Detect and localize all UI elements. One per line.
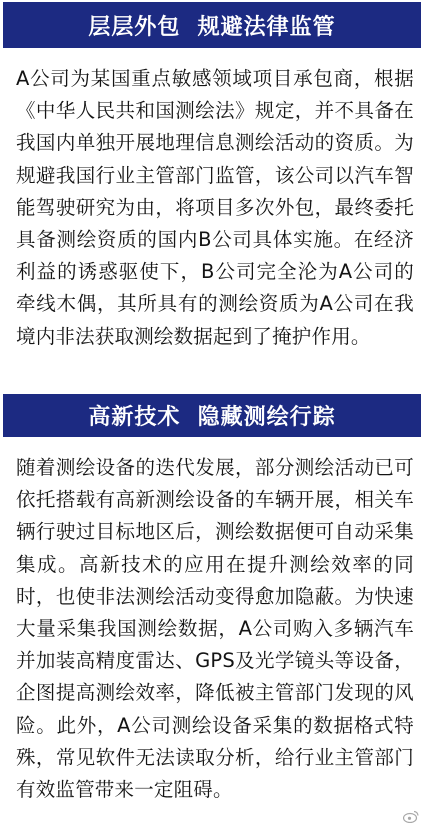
weibo-icon xyxy=(403,810,419,823)
section-1-header xyxy=(3,2,421,48)
watermark xyxy=(403,810,419,823)
section-2-header xyxy=(3,394,421,437)
section-1-paragraph: A公司为某国重点敏感领域项目承包商，根据《中华人民共和国测绘法》规定，并不具备在我国内单独开展地理信息测绘活动的资质。为规避我国行业主管部门监管，该公司以汽车智能驾驶研究为由，将项目多次外包，最终委托具备测绘资质的国内B公司具体实施。在经济利益的诱惑驱使下，B公司完全沦为A公司的牵线木偶，其所具有的测绘资质为A公司在我境内非法获取测绘数据起到了掩护作用。 xyxy=(16,67,414,348)
section-2-title: 高新技术 隐藏测绘行踪 xyxy=(88,405,336,430)
section-1-title: 层层外包 规避法律监管 xyxy=(88,14,336,40)
section-2-paragraph: 随着测绘设备的迭代发展，部分测绘活动已可依托搭载有高新测绘设备的车辆开展，相关车辆行驶过目标地区后，测绘数据便可自动采集集成。高新技术的应用在提升测绘效率的同时，也使非法测绘活动变得愈加隐蔽。为快速大量采集我国测绘数据，A公司购入多辆汽车并加装高精度雷达、GPS及光学镜头等设备，企图提高测绘效率，降低被主管部门发现的风险。此外，A公司测绘设备采集的数据格式特殊，常见软件无法读取分析，给行业主管部门有效监管带来一定阻碍。 xyxy=(16,456,414,802)
